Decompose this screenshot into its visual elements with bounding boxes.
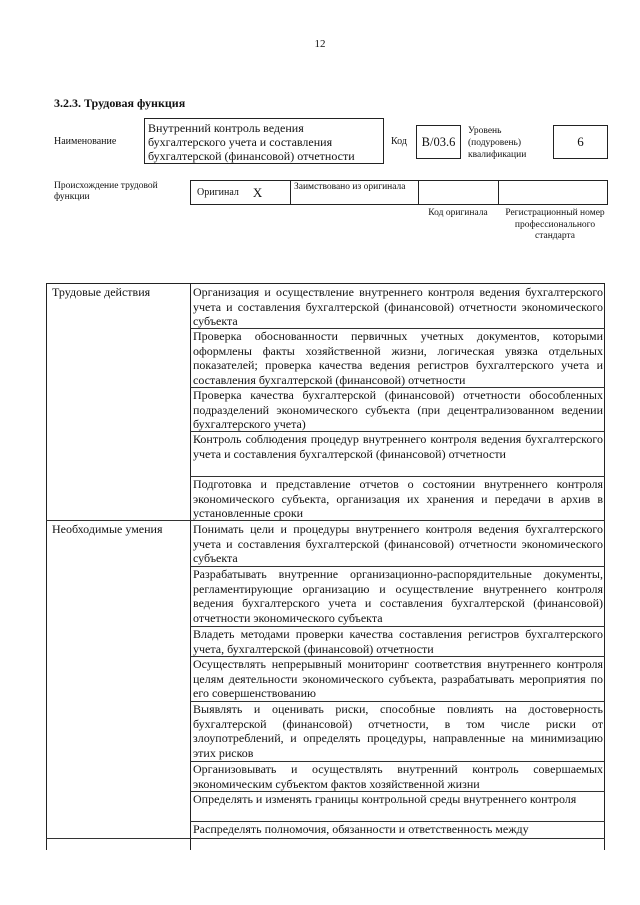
table-row: Осуществлять непрерывный мониторинг соответствия внутреннего контроля целям деятельности экономического субъекта, разрабатывать мероприятия по его совершенствованию bbox=[193, 657, 603, 701]
reg-caption: Регистрационный номер профессионального стандарта bbox=[505, 208, 605, 241]
table-row: Разрабатывать внутренние организационно-распорядительные документы, регламентирующие организацию и осуществление внутреннего контроля ведения бухгалтерского учета и составления бухгалтерской (финансовой) отчетности экономического субъекта bbox=[193, 567, 603, 625]
function-name-box: Внутренний контроль ведения бухгалтерского учета и составления бухгалтерской (финансовой) отчетности bbox=[144, 118, 384, 164]
original-mark: X bbox=[252, 184, 263, 200]
table-row: Проверка качества бухгалтерской (финансовой) отчетности обособленных подразделений экономического субъекта (при децентрализованном ведении бухгалтерского учета) bbox=[193, 388, 603, 432]
table-row: Проверка обоснованности первичных учетных документов, которыми оформлены факты хозяйственной жизни, логическая увязка отдельных показателей; проверка качества ведения регистров бухгалтерского учета и составления бухгалтерской (финансовой) отчетности bbox=[193, 329, 603, 387]
original-code-cell bbox=[418, 180, 498, 205]
name-label: Наименование bbox=[54, 136, 117, 147]
original-label: Оригинал bbox=[197, 187, 239, 198]
section-label-actions: Трудовые действия bbox=[52, 285, 151, 299]
table-row: Выявлять и оценивать риски, способные повлиять на достоверность бухгалтерской (финансовой) отчетности, в том числе риски от злоупотреблений, и определять процедуры, направленные на минимизацию этих рисков bbox=[193, 702, 603, 760]
page-number: 12 bbox=[314, 38, 326, 50]
level-label: Уровень (подуровень) квалификации bbox=[468, 126, 527, 160]
code-caption: Код оригинала bbox=[428, 208, 488, 218]
section-divider bbox=[46, 520, 605, 521]
origin-label: Происхождение трудовой функции bbox=[54, 181, 158, 202]
origin-row bbox=[190, 180, 608, 205]
original-cell bbox=[190, 180, 290, 205]
section-label-skills: Необходимые умения bbox=[52, 522, 163, 536]
table-bottom-line bbox=[46, 838, 605, 839]
table-row: Организовывать и осуществлять внутренний контроль совершаемых экономическим субъектом фактов хозяйственной жизни bbox=[193, 762, 603, 791]
table-row: Распределять полномочия, обязанности и ответственность между bbox=[193, 822, 529, 836]
table-row: Понимать цели и процедуры внутреннего контроля ведения бухгалтерского учета и составления бухгалтерской (финансовой) отчетности экономического субъекта bbox=[193, 522, 603, 566]
reg-number-cell bbox=[498, 180, 608, 205]
borrowed-cell: Заимствовано из оригинала bbox=[290, 180, 418, 205]
table-row: Определять и изменять границы контрольной среды внутреннего контроля bbox=[193, 792, 577, 806]
table-row: Подготовка и представление отчетов о состоянии внутреннего контроля экономического субъекта, организация их хранения и передачи в архив в установленные сроки bbox=[193, 477, 603, 521]
code-label: Код bbox=[391, 136, 407, 147]
level-value-box: 6 bbox=[553, 125, 608, 159]
section-title: 3.2.3. Трудовая функция bbox=[54, 96, 186, 110]
table-row: Контроль соблюдения процедур внутреннего контроля ведения бухгалтерского учета и составления бухгалтерской (финансовой) отчетности bbox=[193, 432, 603, 461]
table-row: Владеть методами проверки качества составления регистров бухгалтерского учета, бухгалтерской (финансовой) отчетности bbox=[193, 627, 603, 656]
code-value-box: B/03.6 bbox=[416, 125, 461, 159]
table-row: Организация и осуществление внутреннего контроля ведения бухгалтерского учета и составления бухгалтерской (финансовой) отчетности экономического субъекта bbox=[193, 285, 603, 329]
